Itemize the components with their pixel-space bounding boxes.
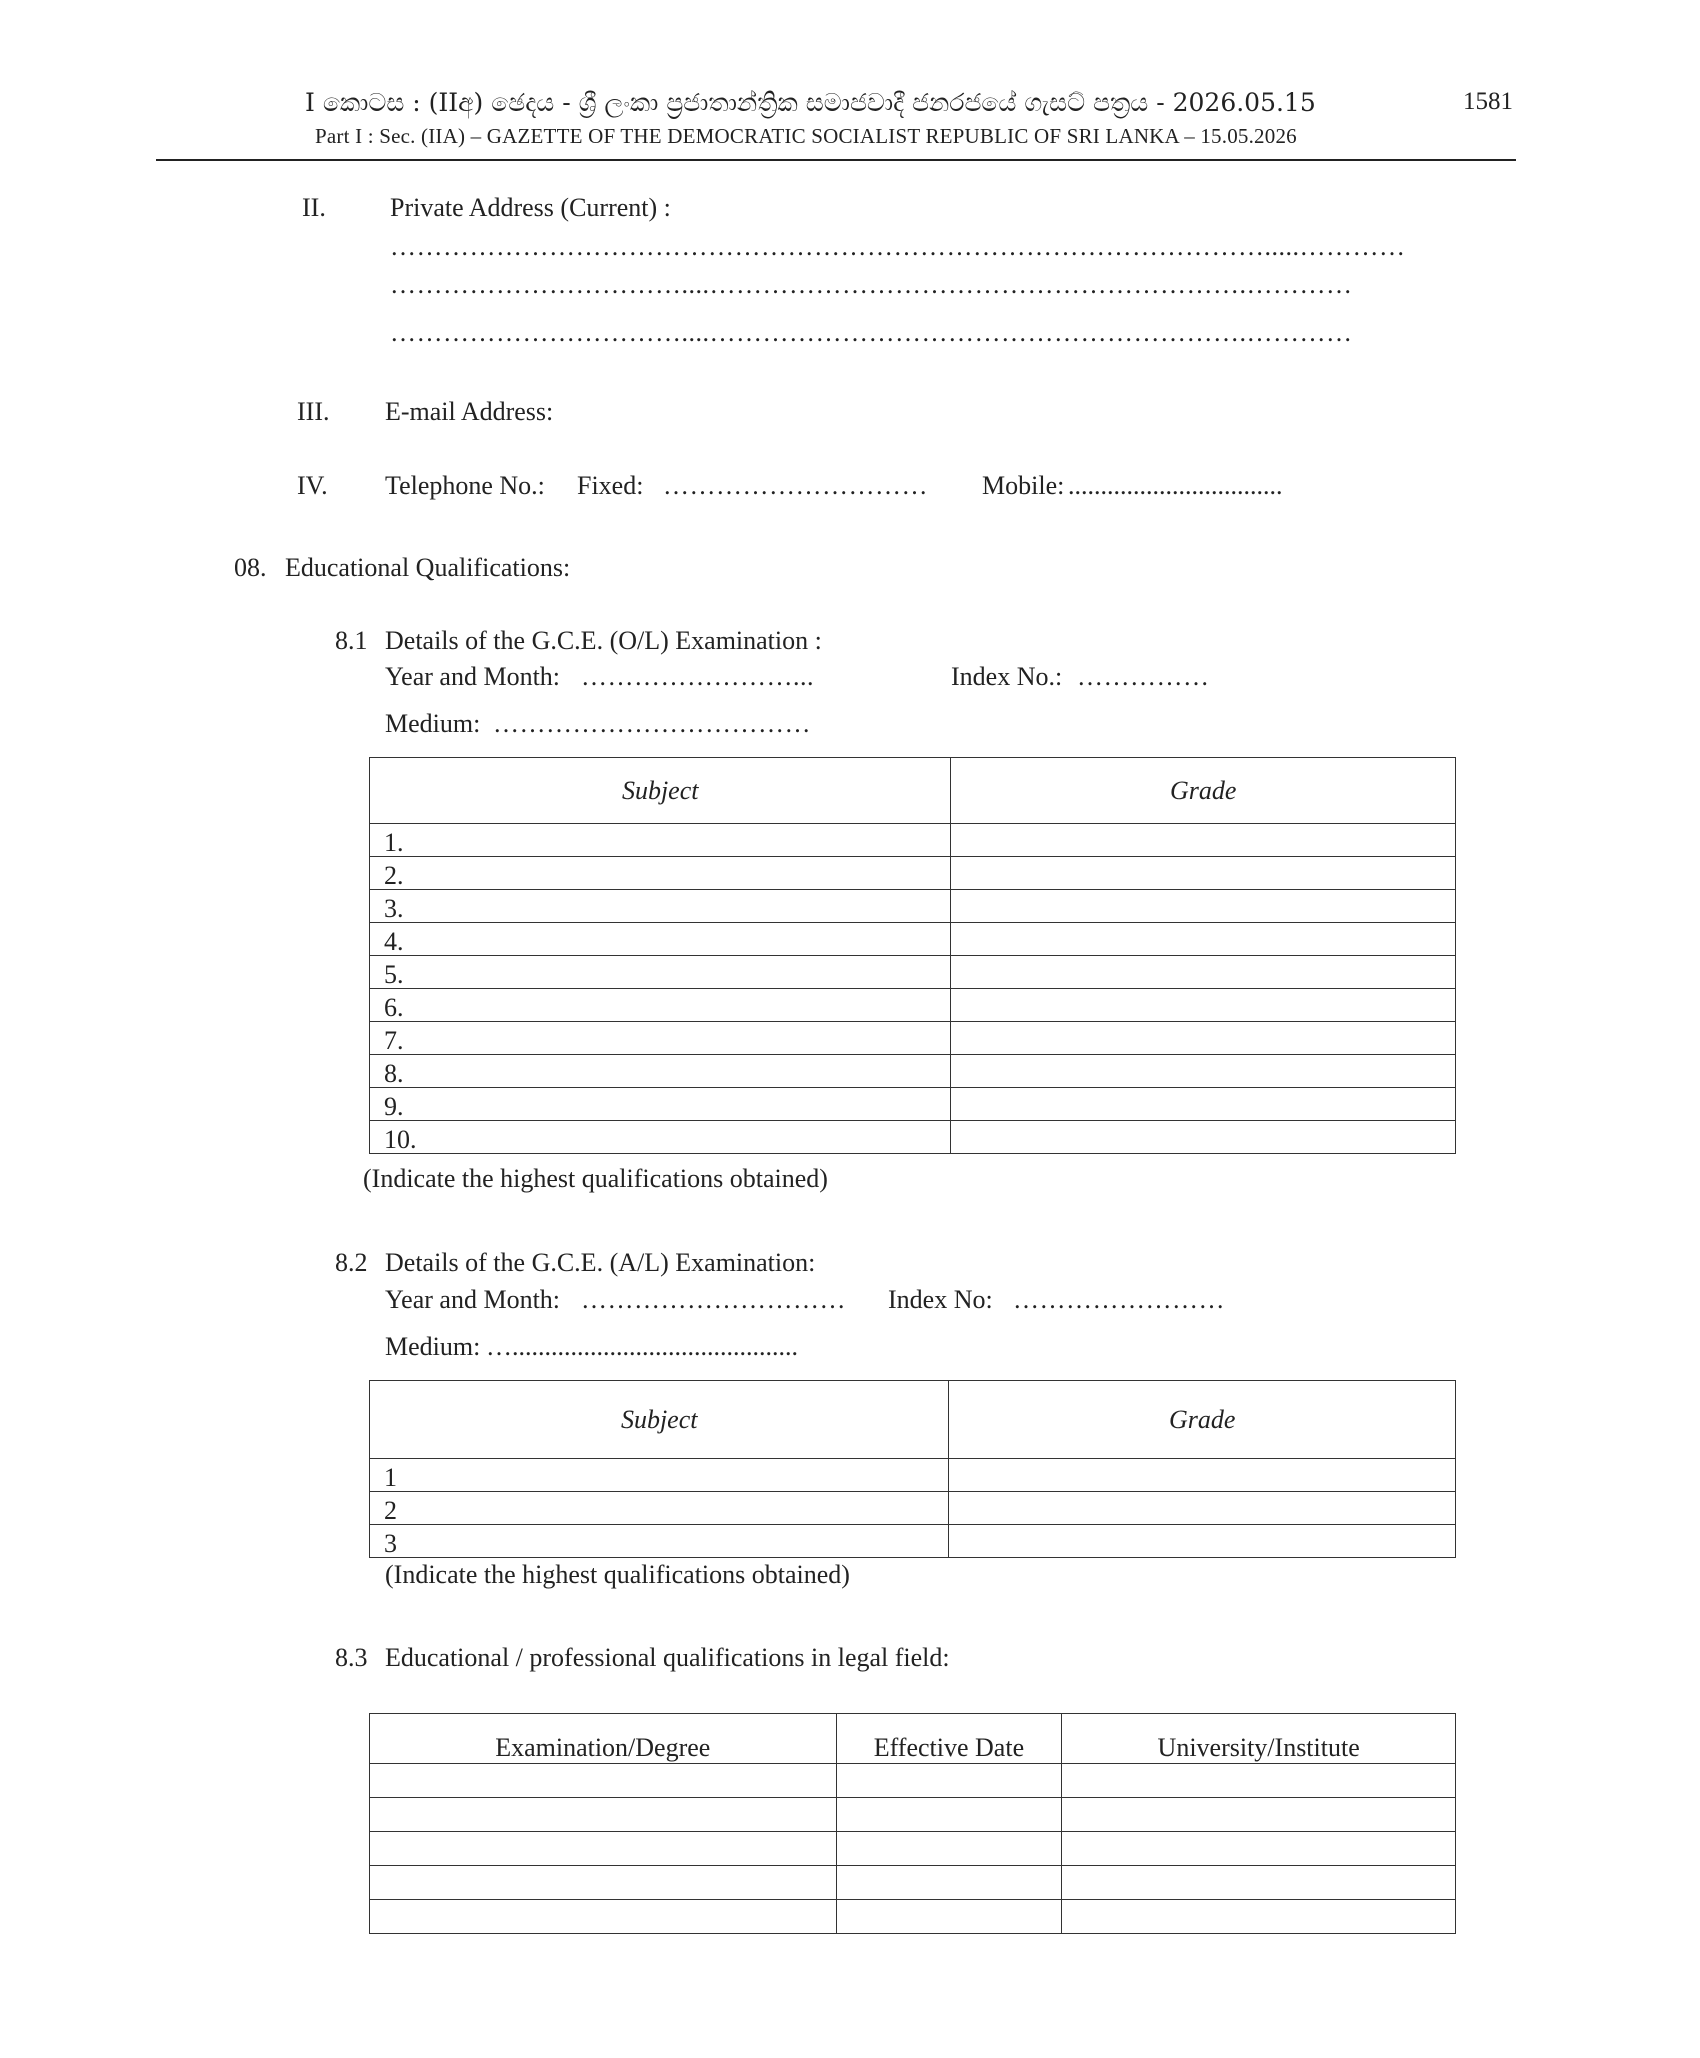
ol-note: (Indicate the highest qualifications obtained) bbox=[363, 1164, 828, 1193]
ol-subject-cell[interactable]: 1. bbox=[370, 824, 951, 857]
address-line-1[interactable]: ……………………………………………………………………………………….....………… bbox=[390, 232, 1406, 261]
legal-exam-cell[interactable] bbox=[370, 1764, 837, 1798]
legal-qualifications-table bbox=[369, 1713, 1456, 1934]
al-title: Details of the G.C.E. (A/L) Examination: bbox=[385, 1248, 816, 1277]
al-grade-cell[interactable] bbox=[949, 1492, 1456, 1525]
ol-grade-cell[interactable] bbox=[951, 890, 1456, 923]
legal-number: 8.3 bbox=[335, 1643, 368, 1672]
al-grade-cell[interactable] bbox=[949, 1459, 1456, 1492]
table-row bbox=[370, 923, 1456, 956]
al-subject-cell[interactable]: 1 bbox=[370, 1459, 949, 1492]
al-index-field[interactable]: …………………… bbox=[1013, 1285, 1225, 1314]
ol-medium-label: Medium: bbox=[385, 709, 481, 738]
ol-subject-cell[interactable]: 9. bbox=[370, 1088, 951, 1121]
legal-title: Educational / professional qualifications in legal field: bbox=[385, 1643, 950, 1672]
ol-grade-cell[interactable] bbox=[951, 1121, 1456, 1154]
legal-university-cell[interactable] bbox=[1062, 1764, 1456, 1798]
legal-date-cell[interactable] bbox=[836, 1866, 1062, 1900]
table-row bbox=[370, 1866, 1456, 1900]
al-year-label: Year and Month: bbox=[385, 1285, 561, 1314]
legal-university-cell[interactable] bbox=[1062, 1900, 1456, 1934]
al-number: 8.2 bbox=[335, 1248, 368, 1277]
ol-grade-cell[interactable] bbox=[951, 956, 1456, 989]
ol-grade-cell[interactable] bbox=[951, 923, 1456, 956]
ol-title: Details of the G.C.E. (O/L) Examination : bbox=[385, 626, 822, 655]
address-line-3[interactable]: ……………………………....…………………………………………………….………… bbox=[390, 318, 1353, 347]
ol-col-subject: Subject bbox=[370, 758, 951, 824]
table-row bbox=[370, 1798, 1456, 1832]
address-number: II. bbox=[302, 193, 326, 222]
fixed-label: Fixed: bbox=[577, 471, 644, 500]
ol-grade-cell[interactable] bbox=[951, 1088, 1456, 1121]
legal-exam-cell[interactable] bbox=[370, 1900, 837, 1934]
al-results-table bbox=[369, 1380, 1456, 1558]
al-col-subject: Subject bbox=[370, 1381, 949, 1459]
al-col-grade: Grade bbox=[949, 1381, 1456, 1459]
legal-date-cell[interactable] bbox=[836, 1900, 1062, 1934]
al-note: (Indicate the highest qualifications obtained) bbox=[385, 1560, 850, 1589]
legal-exam-cell[interactable] bbox=[370, 1832, 837, 1866]
legal-date-cell[interactable] bbox=[836, 1832, 1062, 1866]
legal-date-cell[interactable] bbox=[836, 1764, 1062, 1798]
table-row bbox=[370, 1832, 1456, 1866]
email-number: III. bbox=[297, 397, 330, 426]
ol-subject-cell[interactable]: 7. bbox=[370, 1022, 951, 1055]
al-subject-cell[interactable]: 3 bbox=[370, 1525, 949, 1558]
ol-grade-cell[interactable] bbox=[951, 1022, 1456, 1055]
address-line-2[interactable]: ……………………………....…………………………………………………….………… bbox=[390, 270, 1353, 299]
ol-index-field[interactable]: …………… bbox=[1077, 662, 1210, 691]
al-medium-label: Medium: bbox=[385, 1332, 481, 1361]
ol-subject-cell[interactable]: 2. bbox=[370, 857, 951, 890]
table-row bbox=[370, 1900, 1456, 1934]
mobile-label: Mobile: bbox=[982, 471, 1065, 500]
ol-number: 8.1 bbox=[335, 626, 368, 655]
ol-subject-cell[interactable]: 5. bbox=[370, 956, 951, 989]
table-row bbox=[370, 1459, 1456, 1492]
ol-grade-cell[interactable] bbox=[951, 989, 1456, 1022]
ol-grade-cell[interactable] bbox=[951, 824, 1456, 857]
table-row bbox=[370, 1022, 1456, 1055]
ol-subject-cell[interactable]: 6. bbox=[370, 989, 951, 1022]
ol-results-table bbox=[369, 757, 1456, 1154]
legal-university-cell[interactable] bbox=[1062, 1832, 1456, 1866]
header-english-line: Part I : Sec. (IIA) – GAZETTE OF THE DEMOCRATIC SOCIALIST REPUBLIC OF SRI LANKA – 15.05.2026 bbox=[315, 124, 1297, 148]
mobile-phone-field[interactable]: ................................. bbox=[1068, 471, 1283, 500]
table-row bbox=[370, 1055, 1456, 1088]
telephone-label: Telephone No.: bbox=[385, 471, 545, 500]
email-label: E-mail Address: bbox=[385, 397, 554, 426]
table-row bbox=[370, 1121, 1456, 1154]
table-row bbox=[370, 857, 1456, 890]
table-row bbox=[370, 1764, 1456, 1798]
table-row bbox=[370, 1088, 1456, 1121]
address-label: Private Address (Current) : bbox=[390, 193, 671, 222]
legal-university-cell[interactable] bbox=[1062, 1866, 1456, 1900]
header-rule bbox=[156, 159, 1516, 161]
telephone-number: IV. bbox=[297, 471, 328, 500]
al-year-field[interactable]: ………………………… bbox=[581, 1285, 846, 1314]
al-subject-cell[interactable]: 2 bbox=[370, 1492, 949, 1525]
education-number: 08. bbox=[234, 553, 267, 582]
table-row bbox=[370, 890, 1456, 923]
legal-exam-cell[interactable] bbox=[370, 1866, 837, 1900]
legal-col-exam: Examination/Degree bbox=[370, 1714, 837, 1764]
ol-index-label: Index No.: bbox=[951, 662, 1063, 691]
table-row bbox=[370, 1525, 1456, 1558]
table-row bbox=[370, 1492, 1456, 1525]
legal-university-cell[interactable] bbox=[1062, 1798, 1456, 1832]
legal-exam-cell[interactable] bbox=[370, 1798, 837, 1832]
ol-subject-cell[interactable]: 8. bbox=[370, 1055, 951, 1088]
ol-subject-cell[interactable]: 3. bbox=[370, 890, 951, 923]
ol-grade-cell[interactable] bbox=[951, 857, 1456, 890]
ol-col-grade: Grade bbox=[951, 758, 1456, 824]
ol-subject-cell[interactable]: 10. bbox=[370, 1121, 951, 1154]
ol-year-field[interactable]: ……………………... bbox=[581, 662, 814, 691]
al-grade-cell[interactable] bbox=[949, 1525, 1456, 1558]
table-row bbox=[370, 989, 1456, 1022]
page-number: 1581 bbox=[1463, 88, 1513, 115]
legal-date-cell[interactable] bbox=[836, 1798, 1062, 1832]
ol-year-label: Year and Month: bbox=[385, 662, 561, 691]
legal-col-university: University/Institute bbox=[1062, 1714, 1456, 1764]
table-row bbox=[370, 824, 1456, 857]
table-row bbox=[370, 956, 1456, 989]
header-sinhala-line: I කොටස : (IIඅ) ඡෙදය - ශ්‍රී ලංකා ප්‍රජාතාන්ත්‍රික සමාජවාදී ජනරජයේ ගැසට් පත්‍රය - 2026.05.15 bbox=[305, 88, 1316, 117]
legal-col-date: Effective Date bbox=[836, 1714, 1062, 1764]
ol-medium-field[interactable]: ……………………………… bbox=[493, 709, 811, 738]
fixed-phone-field[interactable]: ………………………… bbox=[663, 471, 928, 500]
ol-grade-cell[interactable] bbox=[951, 1055, 1456, 1088]
education-title: Educational Qualifications: bbox=[285, 553, 571, 582]
ol-subject-cell[interactable]: 4. bbox=[370, 923, 951, 956]
al-index-label: Index No: bbox=[888, 1285, 993, 1314]
al-medium-field[interactable]: …............................................ bbox=[486, 1332, 798, 1361]
